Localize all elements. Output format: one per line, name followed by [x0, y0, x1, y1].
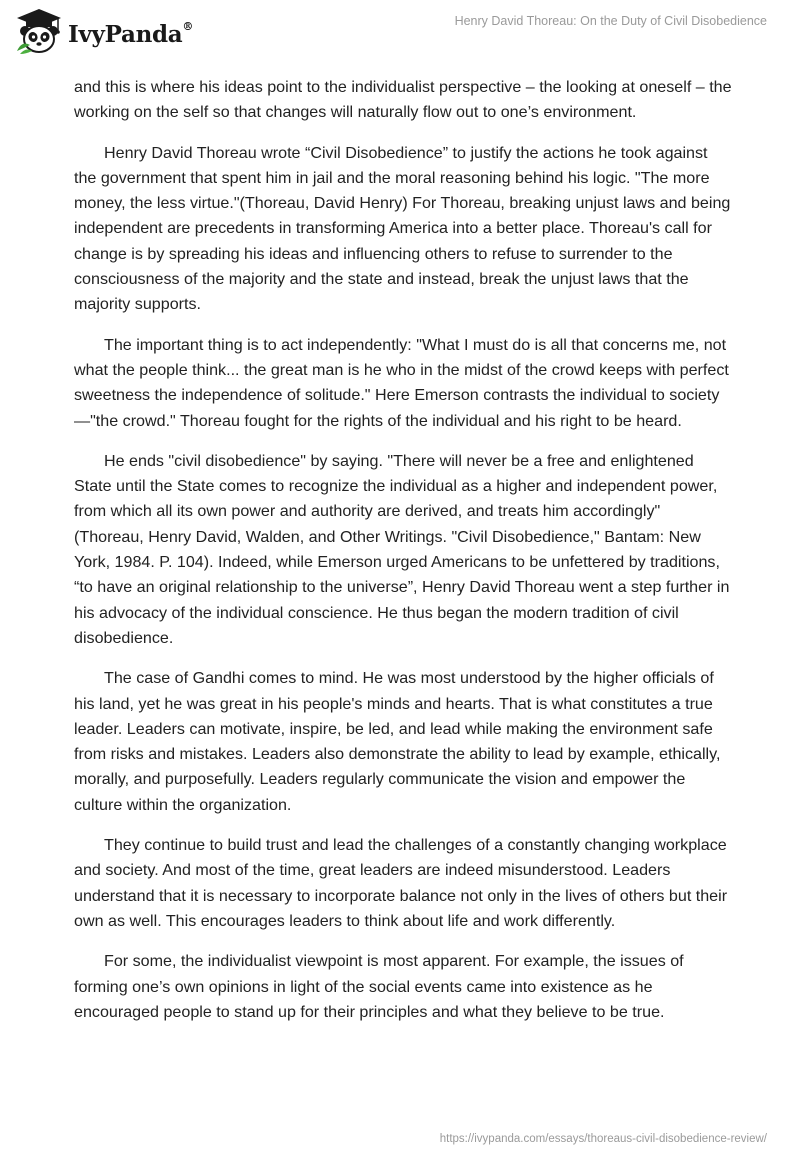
- essay-body: [74, 75, 734, 1040]
- paragraph: For some, the individualist viewpoint is most apparent. For example, the issues of forming one’s own opinions in light of the social events came into existence as he encouraged people to stand up for their principles and what they believe to be true.: [74, 952, 684, 1021]
- brand-text: IvyPanda: [68, 20, 183, 48]
- paragraph: The case of Gandhi comes to mind. He was most understood by the higher officials of his land, yet he was great in his people's minds and hearts. That is what constitutes a true leader. Leaders can motivate, inspire, be led, and lead while making the environment safe from risks and mistakes. Leaders also demonstrate the ability to lead by example, ethically, morally, and purposefully. Leaders regularly communicate the vision and empower the culture within the organization.: [74, 669, 721, 814]
- paragraph: They continue to build trust and lead the challenges of a constantly changing workplace and society. And most of the time, great leaders are indeed misunderstood. Leaders understand that it is necessary to incorporate balance not only in the lives of others but their own as well. This encourages leaders to think about life and work differently.: [74, 836, 728, 930]
- page-header: [0, 0, 800, 64]
- panda-graduate-icon: [14, 7, 64, 57]
- paragraph: and this is where his ideas point to the individualist perspective – the looking at oneself – the working on the self so that changes will naturally flow out to one’s environment.: [74, 78, 732, 122]
- brand-name: [68, 21, 193, 48]
- source-url-link[interactable]: https://ivypanda.com/essays/thoreaus-civil-disobedience-review/: [439, 1133, 767, 1145]
- paragraph: The important thing is to act independently: "What I must do is all that concerns me, not what the people think... the great man is he who in the midst of the crowd keeps with perfect sweetness the independence of solitude." Here Emerson contrasts the individual to society—"the crowd." Thoreau fought for the rights of the individual and his right to be heard.: [74, 335, 729, 430]
- paragraph: He ends "civil disobedience" by saying. "There will never be a free and enlightened State until the State comes to recognize the individual as a higher and independent power, from which all its own power and authority are derived, and treats him accordingly" (Thoreau, Henry David, Walden, and Other Writings. "Civil Disobedience," Bantam: New York, 1984. P. 104). Indeed, while Emerson urged Americans to be unfettered by traditions, “to have an original relationship to the universe”, Henry David Thoreau went a step further in his advocacy of the individual conscience. He thus began the modern tradition of civil disobedience.: [74, 451, 730, 647]
- paragraph: Henry David Thoreau wrote “Civil Disobedience” to justify the actions he took against the government that spent him in jail and the moral reasoning behind his logic. "The more money, the less virtue."(Thoreau, David Henry) For Thoreau, breaking unjust laws and being independent are precedents in transforming America into a better place. Thoreau's call for change is by spreading his ideas and influencing others to refuse to surrender to the consciousness of the majority and the state and instead, break the unjust laws that the majority supports.: [74, 143, 731, 314]
- registered-mark: ®: [182, 19, 194, 33]
- ivypanda-logo[interactable]: [14, 7, 193, 57]
- document-title: Henry David Thoreau: On the Duty of Civil Disobedience: [454, 14, 767, 28]
